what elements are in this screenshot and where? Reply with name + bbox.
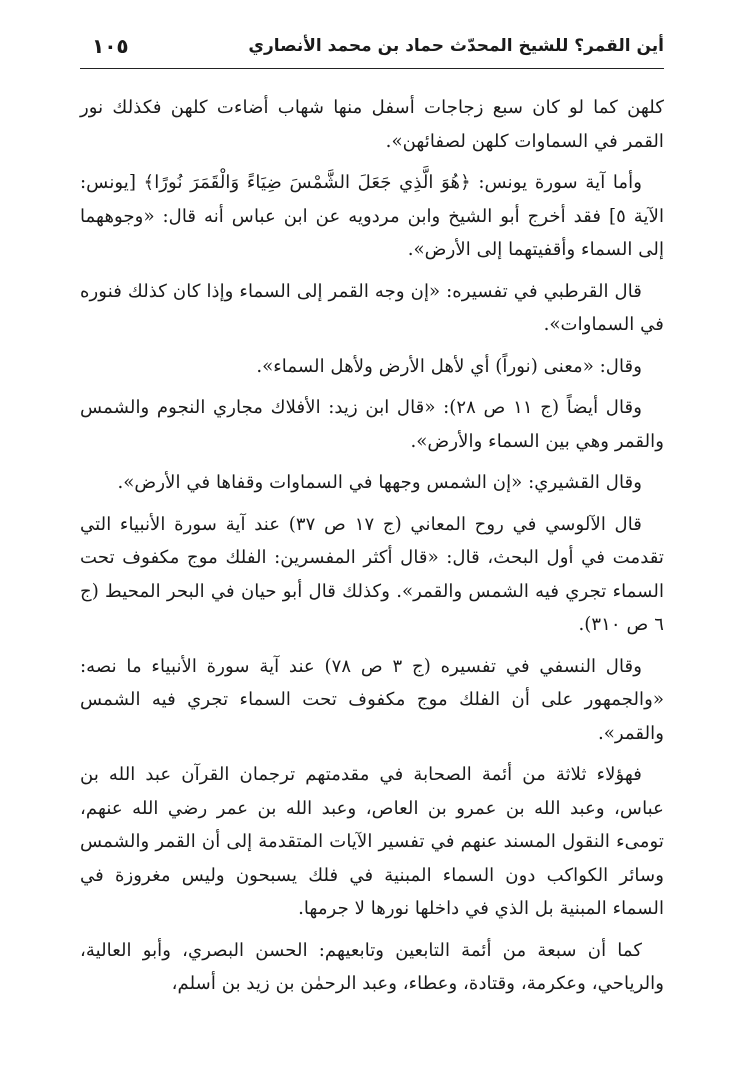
paragraph-nasafi: وقال النسفي في تفسيره (ج ٣ ص ٧٨) عند آية سورة الأنبياء ما نصه: «والجمهور على أن الفلك موج مكفوف تحت السماء تجري فيه الشمس والقمر». <box>80 655 664 744</box>
paragraph-ibn-zaid: وقال أيضاً (ج ١١ ص ٢٨): «قال ابن زيد: الأفلاك مجاري النجوم والشمس والقمر وهي بين السماء والأرض». <box>80 397 664 452</box>
page-number: ١٠٥ <box>92 34 129 58</box>
page-header <box>80 30 664 69</box>
paragraph-qushayri: وقال القشيري: «إن الشمس وجهها في السماوات وقفاها في الأرض». <box>117 472 642 493</box>
paragraph-yunus-verse: وأما آية سورة يونس: ﴿هُوَ الَّذِي جَعَلَ الشَّمْسَ ضِيَاءً وَالْقَمَرَ نُورًا﴾ [يونس: الآية ٥] فقد أخرج أبو الشيخ وابن مردويه عن ابن عباس أنه قال: «وجوههما إلى السماء وأقفيتهما إلى الأرض». <box>80 172 664 260</box>
page-body <box>80 91 664 1001</box>
paragraph-companions: فهؤلاء ثلاثة من أئمة الصحابة في مقدمتهم ترجمان القرآن عبد الله بن عباس، وعبد الله بن عمرو بن العاص، وعبد الله بن عمر رضي الله عنهم، تومىء النقول المسند عنهم في تفسير الآيات المتقدمة إلى أن القمر والشمس وسائر الكواكب دون السماء المبنية في فلك يسبحون وليس مغروزة في السماء المبنية بل الذي في داخلها نورها لا جرمها. <box>80 764 664 919</box>
paragraph-qurtubi: قال القرطبي في تفسيره: «إن وجه القمر إلى السماء وإذا كان كذلك فنوره في السماوات». <box>80 280 664 335</box>
running-title: أين القمر؟ للشيخ المحدّث حماد بن محمد الأنصاري <box>248 36 664 56</box>
paragraph-continuation: كلهن كما لو كان سبع زجاجات أسفل منها شهاب أضاءت كلهن فكذلك نور القمر في السماوات كلهن لصفائهن». <box>80 97 664 152</box>
book-page <box>80 30 664 1009</box>
paragraph-alusi: قال الآلوسي في روح المعاني (ج ١٧ ص ٣٧) عند آية سورة الأنبياء التي تقدمت في أول البحث، قال: «قال أكثر المفسرين: الفلك موج مكفوف تحت السماء تجري فيه الشمس والقمر». وكذلك قال أبو حيان في البحر المحيط (ج ٦ ص ٣١٠). <box>80 513 664 635</box>
paragraph-qurtubi-meaning: وقال: «معنى (نوراً) أي لأهل الأرض ولأهل السماء». <box>256 355 642 377</box>
paragraph-tabiin: كما أن سبعة من أئمة التابعين وتابعيهم: الحسن البصري، وأبو العالية، والرياحي، وعكرمة، وقتادة، وعطاء، وعبد الرحمٰن بن زيد بن أسلم، <box>80 939 664 994</box>
